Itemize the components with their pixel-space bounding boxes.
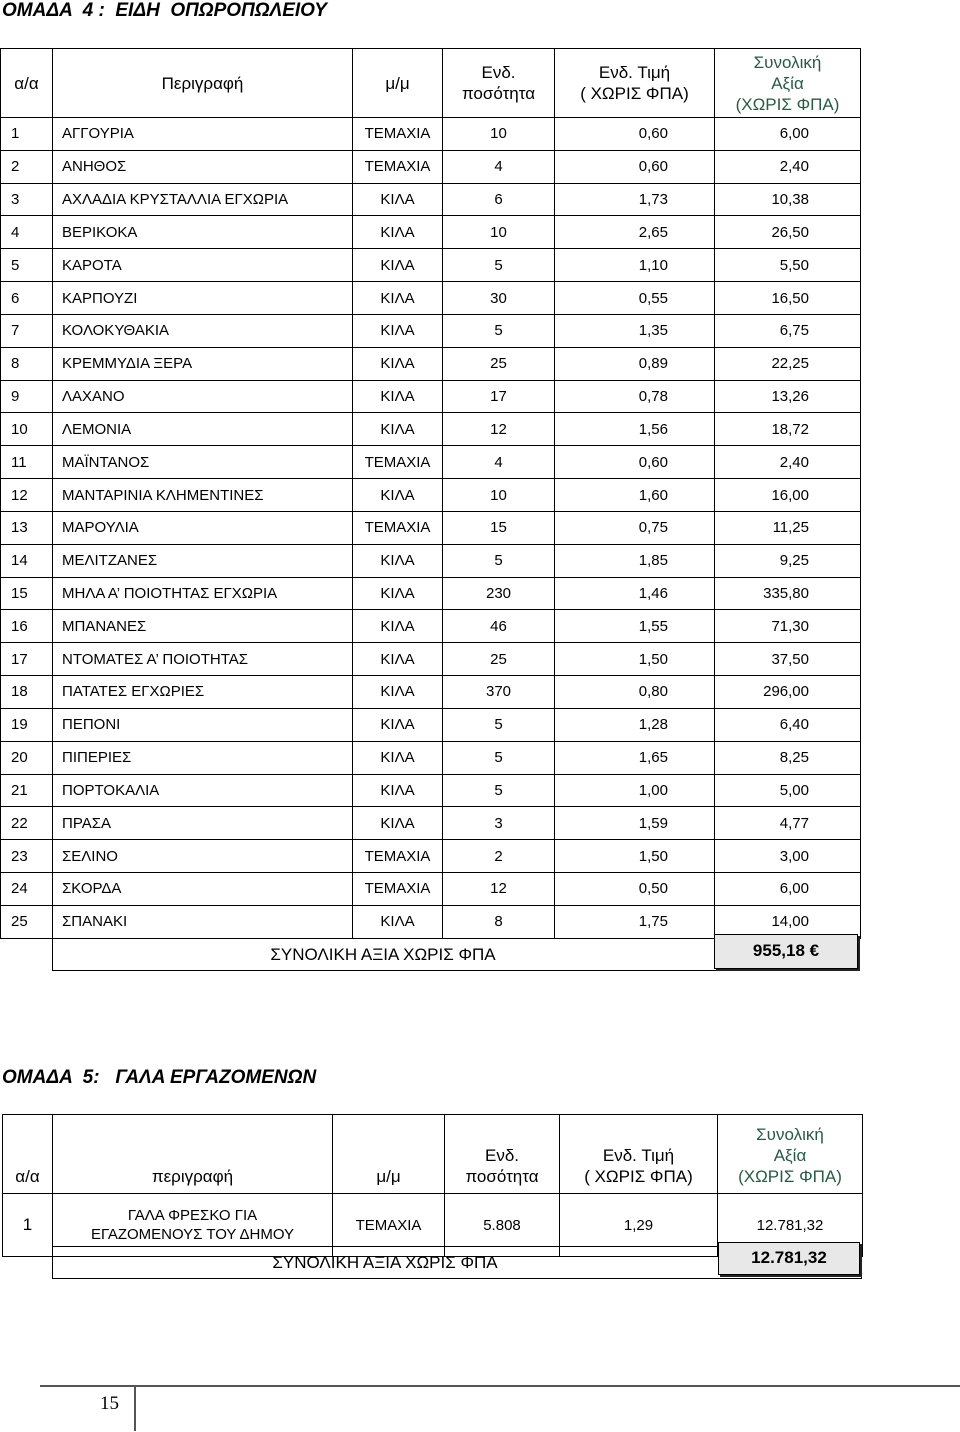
cell-aa: 7 <box>1 314 53 347</box>
cell-total-value: 16,00 <box>715 479 861 512</box>
cell-unit-price: 1,73 <box>555 183 715 216</box>
cell-total-value: 6,00 <box>715 873 861 906</box>
cell-quantity: 10 <box>443 479 555 512</box>
cell-quantity: 10 <box>443 118 555 151</box>
cell-unit: ΚΙΛΑ <box>353 708 443 741</box>
cell-description: ΚΡΕΜΜΥΔΙΑ ΞΕΡΑ <box>53 347 353 380</box>
cell-unit-price: 1,28 <box>555 708 715 741</box>
table-row <box>1 577 861 610</box>
table-row <box>1 118 861 151</box>
table-row <box>1 183 861 216</box>
cell-unit-price: 0,75 <box>555 511 715 544</box>
cell-unit: ΚΙΛΑ <box>353 479 443 512</box>
cell-quantity: 5 <box>443 774 555 807</box>
cell-quantity: 25 <box>443 347 555 380</box>
cell-quantity: 5 <box>443 544 555 577</box>
header-description: Περιγραφή <box>53 49 353 118</box>
cell-total-value: 10,38 <box>715 183 861 216</box>
section-4-table <box>0 48 861 939</box>
cell-aa: 22 <box>1 807 53 840</box>
cell-unit-price: 1,10 <box>555 249 715 282</box>
cell-total-value: 9,25 <box>715 544 861 577</box>
cell-quantity: 4 <box>443 446 555 479</box>
cell-description: ΜΗΛΑ Α’ ΠΟΙΟΤΗΤΑΣ ΕΓΧΩΡΙΑ <box>53 577 353 610</box>
cell-unit-price: 0,89 <box>555 347 715 380</box>
table-row <box>1 544 861 577</box>
cell-unit: ΚΙΛΑ <box>353 216 443 249</box>
cell-quantity: 25 <box>443 643 555 676</box>
cell-description: ΑΝΗΘΟΣ <box>53 150 353 183</box>
header-quantity: Ενδ. ποσότητα <box>445 1115 560 1194</box>
cell-total-value: 12.781,32 <box>718 1194 863 1257</box>
header-aa: α/α <box>1 49 53 118</box>
cell-aa: 9 <box>1 380 53 413</box>
header-unit: μ/μ <box>333 1115 445 1194</box>
cell-unit: ΤΕΜΑΧΙΑ <box>353 446 443 479</box>
header-quantity: Ενδ. ποσότητα <box>443 49 555 118</box>
cell-total-value: 335,80 <box>715 577 861 610</box>
cell-unit-price: 0,50 <box>555 873 715 906</box>
cell-unit: ΚΙΛΑ <box>353 314 443 347</box>
header-description: περιγραφή <box>53 1115 333 1194</box>
cell-total-value: 37,50 <box>715 643 861 676</box>
table-row <box>1 446 861 479</box>
table-row <box>1 643 861 676</box>
table-row <box>1 511 861 544</box>
cell-description: ΑΓΓΟΥΡΙΑ <box>53 118 353 151</box>
cell-description: ΜΠΑΝΑΝΕΣ <box>53 610 353 643</box>
cell-unit-price: 0,60 <box>555 150 715 183</box>
table-row <box>1 216 861 249</box>
cell-unit: ΚΙΛΑ <box>353 544 443 577</box>
cell-total-value: 6,00 <box>715 118 861 151</box>
cell-description: ΠΟΡΤΟΚΑΛΙΑ <box>53 774 353 807</box>
cell-unit-price: 1,56 <box>555 413 715 446</box>
cell-unit-price: 1,65 <box>555 741 715 774</box>
cell-quantity: 370 <box>443 676 555 709</box>
table-row <box>1 314 861 347</box>
table-row <box>1 282 861 315</box>
cell-quantity: 230 <box>443 577 555 610</box>
table-row <box>1 150 861 183</box>
cell-unit: ΚΙΛΑ <box>353 676 443 709</box>
cell-total-value: 5,50 <box>715 249 861 282</box>
cell-description: ΣΚΟΡΔΑ <box>53 873 353 906</box>
cell-unit: ΚΙΛΑ <box>353 380 443 413</box>
cell-quantity: 10 <box>443 216 555 249</box>
header-aa: α/α <box>3 1115 53 1194</box>
section-5-title: ΟΜΑΔΑ 5: ΓΑΛΑ ΕΡΓΑΖΟΜΕΝΩΝ <box>2 1067 317 1088</box>
cell-unit: ΚΙΛΑ <box>353 807 443 840</box>
cell-total-value: 6,40 <box>715 708 861 741</box>
table-row <box>1 676 861 709</box>
table-row <box>1 873 861 906</box>
cell-unit: ΚΙΛΑ <box>353 610 443 643</box>
cell-description: ΓΑΛΑ ΦΡΕΣΚΟ ΓΙΑ ΕΓΑΖΟΜΕΝΟΥΣ ΤΟΥ ΔΗΜΟΥ <box>53 1194 333 1257</box>
cell-quantity: 3 <box>443 807 555 840</box>
cell-aa: 1 <box>3 1194 53 1257</box>
cell-quantity: 5 <box>443 314 555 347</box>
cell-aa: 23 <box>1 840 53 873</box>
cell-aa: 10 <box>1 413 53 446</box>
cell-aa: 25 <box>1 905 53 938</box>
cell-total-value: 5,00 <box>715 774 861 807</box>
cell-unit-price: 1,29 <box>560 1194 718 1257</box>
cell-aa: 17 <box>1 643 53 676</box>
cell-total-value: 26,50 <box>715 216 861 249</box>
section-4-title: ΟΜΑΔΑ 4 : ΕΙΔΗ ΟΠΩΡΟΠΩΛΕΙΟΥ <box>2 0 327 21</box>
cell-total-value: 11,25 <box>715 511 861 544</box>
table-row <box>1 708 861 741</box>
cell-aa: 6 <box>1 282 53 315</box>
table-row <box>1 840 861 873</box>
cell-quantity: 5.808 <box>445 1194 560 1257</box>
cell-total-value: 4,77 <box>715 807 861 840</box>
table-header-row <box>1 49 861 118</box>
table-row <box>1 610 861 643</box>
cell-quantity: 6 <box>443 183 555 216</box>
cell-unit: ΚΙΛΑ <box>353 413 443 446</box>
footer-divider <box>134 1385 136 1431</box>
cell-quantity: 12 <box>443 873 555 906</box>
cell-unit: ΚΙΛΑ <box>353 905 443 938</box>
cell-aa: 12 <box>1 479 53 512</box>
cell-aa: 1 <box>1 118 53 151</box>
cell-description: ΚΟΛΟΚΥΘΑΚΙΑ <box>53 314 353 347</box>
header-total-value: Συνολική Αξία (ΧΩΡΙΣ ΦΠΑ) <box>715 49 861 118</box>
cell-aa: 2 <box>1 150 53 183</box>
cell-unit-price: 1,46 <box>555 577 715 610</box>
cell-description: ΠΙΠΕΡΙΕΣ <box>53 741 353 774</box>
cell-quantity: 17 <box>443 380 555 413</box>
cell-unit: ΚΙΛΑ <box>353 282 443 315</box>
table-row <box>1 774 861 807</box>
table-row <box>1 249 861 282</box>
cell-description: ΛΕΜΟΝΙΑ <box>53 413 353 446</box>
cell-unit-price: 1,50 <box>555 643 715 676</box>
cell-unit-price: 1,75 <box>555 905 715 938</box>
cell-unit-price: 0,55 <box>555 282 715 315</box>
table-row <box>1 413 861 446</box>
cell-unit: ΤΕΜΑΧΙΑ <box>353 840 443 873</box>
cell-unit: ΚΙΛΑ <box>353 643 443 676</box>
cell-unit: ΚΙΛΑ <box>353 249 443 282</box>
cell-total-value: 2,40 <box>715 446 861 479</box>
cell-quantity: 5 <box>443 249 555 282</box>
cell-unit-price: 0,80 <box>555 676 715 709</box>
cell-aa: 24 <box>1 873 53 906</box>
cell-total-value: 71,30 <box>715 610 861 643</box>
cell-aa: 19 <box>1 708 53 741</box>
cell-total-value: 296,00 <box>715 676 861 709</box>
cell-unit-price: 1,59 <box>555 807 715 840</box>
cell-description: ΣΠΑΝΑΚΙ <box>53 905 353 938</box>
cell-description: ΛΑΧΑΝΟ <box>53 380 353 413</box>
cell-unit: ΚΙΛΑ <box>353 183 443 216</box>
cell-unit-price: 2,65 <box>555 216 715 249</box>
cell-description: ΠΑΤΑΤΕΣ ΕΓΧΩΡΙΕΣ <box>53 676 353 709</box>
cell-unit-price: 1,55 <box>555 610 715 643</box>
cell-total-value: 18,72 <box>715 413 861 446</box>
cell-quantity: 30 <box>443 282 555 315</box>
section-5-total-label: ΣΥΝΟΛΙΚΗ ΑΞΙΑ ΧΩΡΙΣ ΦΠΑ <box>272 1253 498 1272</box>
cell-description: ΜΕΛΙΤΖΑΝΕΣ <box>53 544 353 577</box>
cell-unit: ΤΕΜΑΧΙΑ <box>353 511 443 544</box>
cell-description: ΠΕΠΟΝΙ <box>53 708 353 741</box>
cell-quantity: 15 <box>443 511 555 544</box>
cell-unit: ΚΙΛΑ <box>353 741 443 774</box>
cell-description: ΚΑΡΠΟΥΖΙ <box>53 282 353 315</box>
cell-quantity: 4 <box>443 150 555 183</box>
cell-total-value: 3,00 <box>715 840 861 873</box>
cell-unit-price: 1,35 <box>555 314 715 347</box>
cell-total-value: 6,75 <box>715 314 861 347</box>
cell-aa: 5 <box>1 249 53 282</box>
cell-quantity: 5 <box>443 741 555 774</box>
table-row <box>1 479 861 512</box>
cell-quantity: 2 <box>443 840 555 873</box>
section-4-total-value: 955,18 € <box>714 934 858 969</box>
table-row <box>1 807 861 840</box>
header-unit: μ/μ <box>353 49 443 118</box>
cell-unit-price: 1,00 <box>555 774 715 807</box>
cell-description: ΜΑΡΟΥΛΙΑ <box>53 511 353 544</box>
cell-total-value: 22,25 <box>715 347 861 380</box>
cell-description: ΝΤΟΜΑΤΕΣ Α’ ΠΟΙΟΤΗΤΑΣ <box>53 643 353 676</box>
header-unit-price: Ενδ. Τιμή ( ΧΩΡΙΣ ΦΠΑ) <box>555 49 715 118</box>
cell-aa: 13 <box>1 511 53 544</box>
cell-aa: 8 <box>1 347 53 380</box>
cell-unit-price: 0,60 <box>555 118 715 151</box>
cell-description: ΚΑΡΟΤΑ <box>53 249 353 282</box>
header-unit-price: Ενδ. Τιμή ( ΧΩΡΙΣ ΦΠΑ) <box>560 1115 718 1194</box>
cell-aa: 16 <box>1 610 53 643</box>
cell-description: ΠΡΑΣΑ <box>53 807 353 840</box>
table-header-row <box>3 1115 863 1194</box>
cell-aa: 21 <box>1 774 53 807</box>
cell-description: ΣΕΛΙΝΟ <box>53 840 353 873</box>
section-5-table <box>2 1114 863 1257</box>
table-row <box>1 347 861 380</box>
cell-unit-price: 1,50 <box>555 840 715 873</box>
cell-unit: ΤΕΜΑΧΙΑ <box>353 873 443 906</box>
section-4-total-label: ΣΥΝΟΛΙΚΗ ΑΞΙΑ ΧΩΡΙΣ ΦΠΑ <box>270 945 496 964</box>
table-row <box>1 741 861 774</box>
cell-unit-price: 1,85 <box>555 544 715 577</box>
cell-unit-price: 1,60 <box>555 479 715 512</box>
cell-unit: ΤΕΜΑΧΙΑ <box>353 150 443 183</box>
cell-quantity: 12 <box>443 413 555 446</box>
table-row <box>1 380 861 413</box>
cell-description: ΜΑΝΤΑΡΙΝΙΑ ΚΛΗΜΕΝΤΙΝΕΣ <box>53 479 353 512</box>
header-total-value: Συνολική Αξία (ΧΩΡΙΣ ΦΠΑ) <box>718 1115 863 1194</box>
cell-quantity: 5 <box>443 708 555 741</box>
cell-total-value: 8,25 <box>715 741 861 774</box>
cell-aa: 14 <box>1 544 53 577</box>
cell-aa: 18 <box>1 676 53 709</box>
page-number: 15 <box>100 1393 119 1414</box>
cell-quantity: 8 <box>443 905 555 938</box>
cell-unit: ΤΕΜΑΧΙΑ <box>333 1194 445 1257</box>
cell-aa: 3 <box>1 183 53 216</box>
cell-unit: ΚΙΛΑ <box>353 347 443 380</box>
cell-description: ΜΑΪΝΤΑΝΟΣ <box>53 446 353 479</box>
cell-total-value: 13,26 <box>715 380 861 413</box>
section-5-total-value: 12.781,32 <box>718 1242 860 1275</box>
cell-unit: ΚΙΛΑ <box>353 774 443 807</box>
cell-unit: ΤΕΜΑΧΙΑ <box>353 118 443 151</box>
cell-description: ΑΧΛΑΔΙΑ ΚΡΥΣΤΑΛΛΙΑ ΕΓΧΩΡΙΑ <box>53 183 353 216</box>
cell-total-value: 2,40 <box>715 150 861 183</box>
cell-description: ΒΕΡΙΚΟΚΑ <box>53 216 353 249</box>
cell-quantity: 46 <box>443 610 555 643</box>
cell-unit: ΚΙΛΑ <box>353 577 443 610</box>
footer-rule <box>40 1385 960 1387</box>
cell-aa: 15 <box>1 577 53 610</box>
cell-total-value: 14,00 <box>715 905 861 938</box>
cell-unit-price: 0,78 <box>555 380 715 413</box>
cell-unit-price: 0,60 <box>555 446 715 479</box>
cell-aa: 11 <box>1 446 53 479</box>
cell-aa: 4 <box>1 216 53 249</box>
cell-aa: 20 <box>1 741 53 774</box>
cell-total-value: 16,50 <box>715 282 861 315</box>
